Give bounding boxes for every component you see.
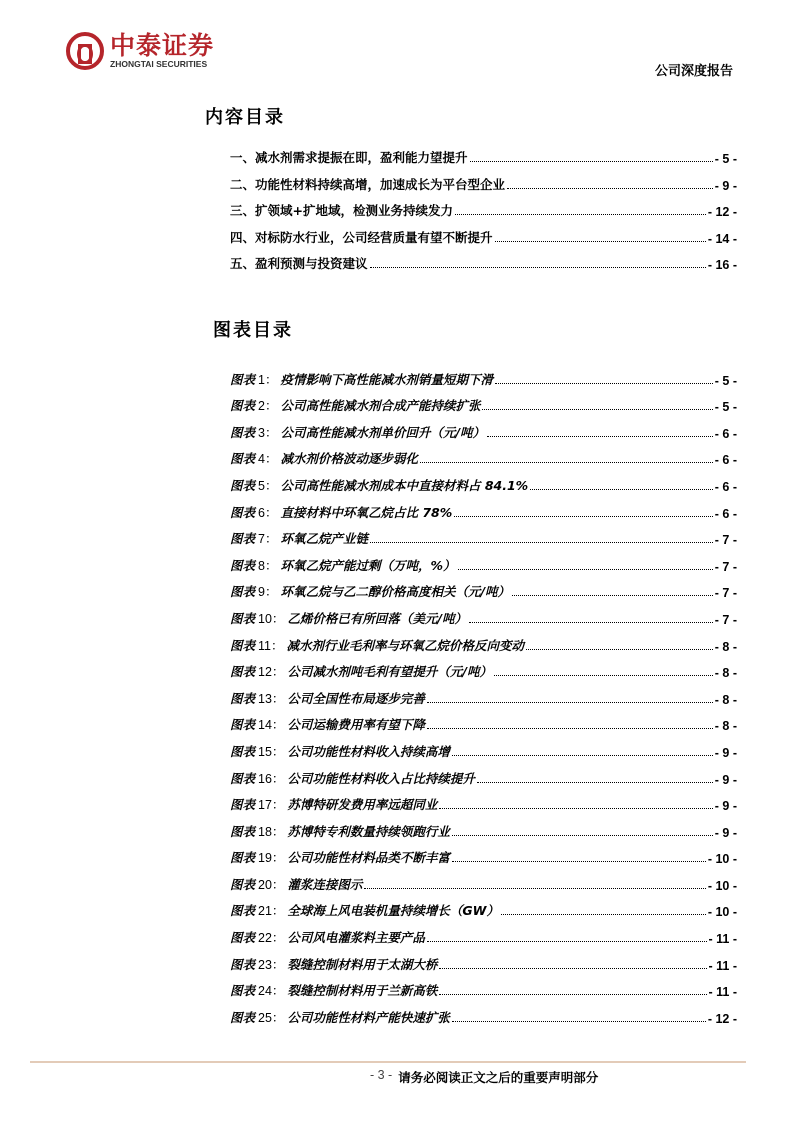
figure-entry[interactable]	[230, 946, 737, 973]
figure-number: 18：	[258, 824, 285, 839]
figure-entry-page: - 5 -	[714, 400, 737, 415]
figure-entry-page: - 10 -	[707, 852, 737, 867]
figure-entry-page: - 9 -	[714, 745, 737, 760]
figure-entry[interactable]	[230, 574, 737, 601]
figure-prefix: 图表	[230, 664, 256, 680]
figure-prefix: 图表	[230, 797, 256, 813]
figure-entry-label-group	[230, 715, 425, 733]
figure-title: 苏博特研发费用率远超同业	[287, 797, 438, 813]
figure-title: 公司高性能减水剂成本中直接材料占 84.1%	[280, 477, 529, 493]
dot-leader	[458, 569, 713, 570]
dot-leader	[530, 489, 713, 490]
figure-entry-label-group	[230, 396, 480, 414]
figure-number: 25：	[258, 1010, 285, 1025]
toc-entry-label: 五、盈利预测与投资建议	[230, 255, 368, 271]
figure-entry-label-group	[230, 769, 475, 787]
figure-prefix: 图表	[230, 983, 256, 999]
figure-prefix: 图表	[230, 637, 256, 653]
figure-entry-label-group	[230, 370, 493, 388]
figure-prefix: 图表	[230, 956, 256, 972]
figure-entry-label-group	[230, 928, 425, 946]
figure-number: 19：	[258, 851, 285, 866]
figure-entry[interactable]	[230, 813, 737, 840]
content-toc	[230, 140, 737, 272]
figure-entry-label-group	[230, 503, 452, 521]
figure-prefix: 图表	[230, 584, 256, 600]
figure-prefix: 图表	[230, 850, 256, 866]
logo-mark-icon	[66, 32, 104, 70]
figure-entry[interactable]	[230, 654, 737, 681]
dot-leader	[420, 462, 713, 463]
figure-entry-label-group	[230, 822, 450, 840]
figure-entry-page: - 11 -	[708, 932, 737, 947]
figure-number: 3：	[258, 425, 278, 440]
dot-leader	[452, 835, 713, 836]
toc-entry[interactable]	[230, 246, 737, 272]
dot-leader	[370, 542, 713, 543]
dot-leader	[454, 516, 713, 517]
figure-prefix: 图表	[230, 451, 256, 467]
figure-toc-title: 图表目录	[213, 320, 293, 341]
figure-entry-label-group	[230, 1008, 450, 1026]
figure-number: 21：	[258, 904, 285, 919]
figure-title: 苏博特专利数量持续领跑行业	[287, 823, 450, 839]
figure-title: 公司功能性材料产能快速扩张	[287, 1009, 450, 1025]
dot-leader	[370, 267, 706, 268]
figure-number: 15：	[258, 744, 285, 759]
figure-entry[interactable]	[230, 919, 737, 946]
figure-title: 裂缝控制材料用于兰新高铁	[287, 983, 438, 999]
figure-entry-label-group	[230, 609, 467, 627]
figure-title: 乙烯价格已有所回落（美元/吨）	[287, 610, 467, 626]
figure-entry-page: - 8 -	[714, 719, 737, 734]
figure-title: 减水剂价格波动逐步弱化	[280, 451, 418, 467]
figure-entry-label-group	[230, 742, 450, 760]
figure-number: 24：	[258, 984, 285, 999]
figure-entry-label-group	[230, 795, 437, 813]
figure-number: 13：	[258, 691, 285, 706]
dot-leader	[364, 888, 705, 889]
figure-prefix: 图表	[230, 504, 256, 520]
figure-title: 环氧乙烷与乙二醇价格高度相关（元/吨）	[280, 584, 511, 600]
figure-entry[interactable]	[230, 414, 737, 441]
dot-leader	[495, 241, 706, 242]
figure-entry-page: - 12 -	[707, 1011, 737, 1026]
figure-prefix: 图表	[230, 717, 256, 733]
dot-leader	[452, 755, 713, 756]
figure-number: 9：	[258, 585, 278, 600]
figure-entry[interactable]	[230, 521, 737, 548]
figure-number: 10：	[258, 611, 285, 626]
figure-entry-page: - 8 -	[714, 666, 737, 681]
figure-number: 20：	[258, 877, 285, 892]
toc-entry[interactable]	[230, 166, 737, 192]
dot-leader	[439, 994, 706, 995]
figure-number: 8：	[258, 558, 278, 573]
figure-entry[interactable]	[230, 680, 737, 707]
dot-leader	[427, 941, 707, 942]
figure-number: 4：	[258, 452, 278, 467]
figure-entry[interactable]	[230, 866, 737, 893]
figure-number: 11：	[258, 638, 284, 653]
figure-entry-page: - 7 -	[714, 559, 737, 574]
figure-title: 公司高性能减水剂合成产能持续扩张	[280, 398, 481, 414]
figure-title: 直接材料中环氧乙烷占比 78%	[280, 504, 453, 520]
figure-entry-page: - 10 -	[707, 905, 737, 920]
footer-divider	[30, 1061, 746, 1063]
dot-leader	[482, 409, 712, 410]
figure-title: 公司功能性材料收入占比持续提升	[287, 770, 475, 786]
figure-number: 1：	[258, 372, 278, 387]
document-type: 公司深度报告	[654, 64, 733, 79]
figure-entry-page: - 7 -	[714, 586, 737, 601]
figure-entry[interactable]	[230, 441, 737, 468]
figure-entry-label-group	[230, 476, 528, 494]
figure-entry-page: - 7 -	[714, 612, 737, 627]
figure-entry-label-group	[230, 689, 425, 707]
dot-leader	[427, 728, 713, 729]
dot-leader	[439, 968, 706, 969]
company-logo	[66, 32, 214, 70]
figure-prefix: 图表	[230, 398, 256, 414]
figure-title: 公司高性能减水剂单价回升（元/吨）	[280, 424, 486, 440]
figure-number: 14：	[258, 718, 285, 733]
figure-entry-label-group	[230, 848, 450, 866]
figure-entry-page: - 10 -	[707, 878, 737, 893]
figure-entry-label-group	[230, 662, 492, 680]
figure-number: 6：	[258, 505, 278, 520]
figure-entry[interactable]	[230, 494, 737, 521]
figure-prefix: 图表	[230, 557, 256, 573]
figure-prefix: 图表	[230, 1009, 256, 1025]
figure-prefix: 图表	[230, 876, 256, 892]
content-toc-title: 内容目录	[205, 107, 285, 128]
figure-entry-label-group	[230, 955, 437, 973]
figure-entry[interactable]	[230, 627, 737, 654]
figure-entry-page: - 7 -	[714, 533, 737, 548]
toc-entry-label: 二、功能性材料持续高增，加速成长为平台型企业	[230, 176, 506, 192]
toc-entry-page: - 12 -	[707, 205, 737, 220]
figure-prefix: 图表	[230, 477, 256, 493]
dot-leader	[470, 161, 713, 162]
figure-entry-label-group	[230, 981, 437, 999]
figure-prefix: 图表	[230, 690, 256, 706]
page-number: - 3 -	[370, 1068, 393, 1082]
figure-entry-page: - 9 -	[714, 799, 737, 814]
figure-title: 公司全国性布局逐步完善	[287, 690, 425, 706]
figure-number: 17：	[258, 798, 285, 813]
figure-number: 5：	[258, 478, 278, 493]
figure-entry[interactable]	[230, 760, 737, 787]
figure-number: 22：	[258, 931, 285, 946]
dot-leader	[427, 702, 713, 703]
figure-title: 公司风电灌浆料主要产品	[287, 930, 425, 946]
dot-leader	[495, 383, 713, 384]
figure-entry-page: - 11 -	[708, 958, 737, 973]
figure-entry-label-group	[230, 529, 368, 547]
logo-name-en: ZHONGTAI SECURITIES	[110, 59, 208, 69]
figure-entry-label-group	[230, 582, 510, 600]
toc-entry-label: 一、减水剂需求提振在即，盈利能力望提升	[230, 150, 468, 166]
figure-prefix: 图表	[230, 903, 256, 919]
figure-entry[interactable]	[230, 733, 737, 760]
figure-prefix: 图表	[230, 743, 256, 759]
figure-number: 2：	[258, 399, 278, 414]
figure-entry-page: - 6 -	[714, 506, 737, 521]
figure-title: 环氧乙烷产能过剩（万吨，%）	[280, 557, 456, 573]
figure-title: 环氧乙烷产业链	[280, 531, 368, 547]
figure-number: 16：	[258, 771, 285, 786]
figure-title: 疫情影响下高性能减水剂销量短期下滑	[280, 371, 493, 387]
figure-entry[interactable]	[230, 388, 737, 415]
figure-entry-label-group	[230, 875, 362, 893]
dot-leader	[477, 782, 713, 783]
figure-entry-label-group	[230, 636, 524, 654]
figure-entry[interactable]	[230, 467, 737, 494]
figure-entry-label-group	[230, 423, 485, 441]
figure-number: 23：	[258, 957, 285, 972]
figure-entry-label-group	[230, 901, 499, 919]
dot-leader	[507, 188, 713, 189]
figure-entry[interactable]	[230, 361, 737, 388]
figure-prefix: 图表	[230, 424, 256, 440]
figure-entry[interactable]	[230, 547, 737, 574]
figure-entry[interactable]	[230, 840, 737, 867]
figure-title: 全球海上风电装机量持续增长（GW）	[287, 903, 499, 919]
figure-title: 公司功能性材料品类不断丰富	[287, 850, 450, 866]
dot-leader	[452, 1021, 706, 1022]
figure-prefix: 图表	[230, 823, 256, 839]
figure-entry-page: - 8 -	[714, 639, 737, 654]
figure-number: 12：	[258, 665, 285, 680]
figure-entry[interactable]	[230, 600, 737, 627]
dot-leader	[455, 214, 706, 215]
logo-name-cn: 中泰证券	[110, 31, 215, 60]
toc-entry[interactable]	[230, 193, 737, 219]
figure-prefix: 图表	[230, 531, 256, 547]
figure-number: 7：	[258, 532, 278, 547]
dot-leader	[494, 675, 713, 676]
figure-prefix: 图表	[230, 371, 256, 387]
dot-leader	[469, 622, 713, 623]
toc-entry-page: - 5 -	[714, 152, 737, 167]
figure-entry[interactable]	[230, 999, 737, 1026]
figure-title: 公司减水剂吨毛利有望提升（元/吨）	[287, 664, 492, 680]
figure-toc	[230, 361, 737, 1026]
dot-leader	[487, 436, 713, 437]
figure-entry-page: - 5 -	[714, 373, 737, 388]
figure-prefix: 图表	[230, 770, 256, 786]
toc-entry[interactable]	[230, 140, 737, 166]
figure-entry[interactable]	[230, 973, 737, 1000]
figure-prefix: 图表	[230, 610, 256, 626]
toc-entry[interactable]	[230, 219, 737, 245]
toc-entry-page: - 14 -	[707, 231, 737, 246]
figure-entry-label-group	[230, 449, 418, 467]
figure-entry[interactable]	[230, 893, 737, 920]
footer-disclaimer: 请务必阅读正文之后的重要声明部分	[398, 1070, 599, 1085]
dot-leader	[512, 595, 713, 596]
toc-entry-label: 三、扩领域+扩地域，检测业务持续发力	[230, 203, 453, 219]
figure-title: 公司运输费用率有望下降	[287, 717, 425, 733]
figure-entry-page: - 6 -	[714, 453, 737, 468]
figure-entry-page: - 9 -	[714, 772, 737, 787]
toc-entry-page: - 16 -	[707, 257, 737, 272]
figure-title: 灌浆连接图示	[287, 876, 363, 892]
figure-entry-page: - 9 -	[714, 825, 737, 840]
figure-entry[interactable]	[230, 787, 737, 814]
figure-entry-label-group	[230, 556, 456, 574]
toc-entry-page: - 9 -	[714, 178, 737, 193]
figure-entry[interactable]	[230, 707, 737, 734]
dot-leader	[452, 861, 706, 862]
toc-entry-label: 四、对标防水行业，公司经营质量有望不断提升	[230, 229, 493, 245]
dot-leader	[501, 914, 706, 915]
figure-title: 裂缝控制材料用于太湖大桥	[287, 956, 438, 972]
figure-entry-page: - 6 -	[714, 426, 737, 441]
figure-entry-page: - 11 -	[708, 985, 737, 1000]
figure-entry-page: - 6 -	[714, 479, 737, 494]
figure-title: 公司功能性材料收入持续高增	[287, 743, 450, 759]
footer	[370, 1068, 598, 1086]
dot-leader	[439, 808, 712, 809]
figure-entry-page: - 8 -	[714, 692, 737, 707]
dot-leader	[526, 649, 713, 650]
figure-prefix: 图表	[230, 930, 256, 946]
figure-title: 减水剂行业毛利率与环氧乙烷价格反向变动	[286, 637, 525, 653]
